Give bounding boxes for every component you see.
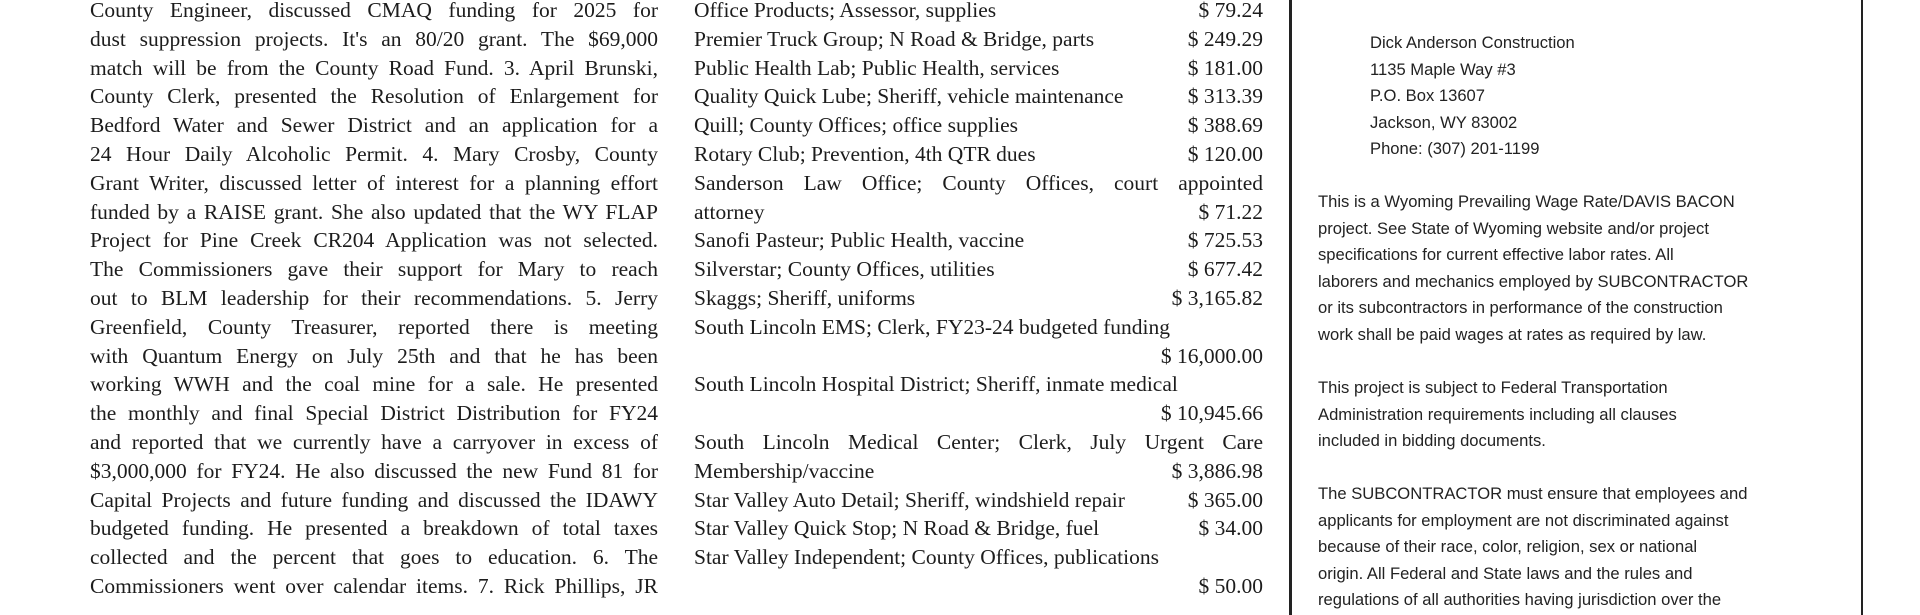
claim-row [694, 342, 1263, 371]
claim-description: attorney [694, 199, 765, 224]
claim-row [694, 514, 1263, 543]
text-line: regulations of all authorities having jurisdiction over the [1318, 590, 1722, 609]
text-line: 1135 Maple Way #3 [1370, 59, 1516, 79]
claim-description: South Lincoln Medical Center; Clerk, July Urgent Care [694, 429, 1263, 454]
text-line: $3,000,000 for FY24. He also discussed the new Fund 81 for [90, 458, 658, 483]
text-line: with Quantum Energy on July 25th and that he has been [90, 343, 658, 368]
text-line: Capital Projects and future funding and discussed the IDAWY [90, 487, 658, 512]
federal-requirements-paragraph [1318, 375, 1677, 455]
text-line: The SUBCONTRACTOR must ensure that employees and [1318, 484, 1748, 503]
claim-amount: $ 365.00 [1187, 487, 1263, 512]
claim-row [694, 226, 1263, 255]
text-line: collected and the percent that goes to education. 6. The [90, 545, 658, 570]
text-line: out to BLM leadership for their recommendations. 5. Jerry [90, 285, 658, 310]
claim-row [694, 169, 1263, 198]
text-line: origin. All Federal and State laws and the rules and [1318, 563, 1693, 583]
claim-description: Star Valley Independent; County Offices, publications [694, 545, 1159, 570]
text-line: or its subcontractors in performance of the construction [1318, 298, 1723, 317]
text-line: Phone: (307) 201-1199 [1370, 139, 1540, 158]
claim-row [694, 543, 1263, 572]
nondiscrimination-paragraph [1318, 481, 1747, 614]
claim-row [694, 111, 1263, 140]
claim-description: Membership/vaccine [694, 458, 875, 483]
claim-description: Rotary Club; Prevention, 4th QTR dues [694, 141, 1036, 166]
claim-row [694, 457, 1263, 486]
claim-description: Star Valley Auto Detail; Sheriff, windshield repair [694, 487, 1125, 512]
contractor-address [1370, 30, 1575, 163]
claim-amount: $ 79.24 [1198, 0, 1263, 22]
claim-description: Public Health Lab; Public Health, services [694, 55, 1060, 80]
claim-amount: $ 249.29 [1187, 26, 1263, 51]
text-line: Grant Writer, discussed letter of interest for a planning effort [90, 170, 658, 195]
claim-description: Sanderson Law Office; County Offices, court appointed [694, 170, 1263, 195]
text-line: The Commissioners gave their support for Mary to reach [90, 257, 658, 282]
claim-description: Premier Truck Group; N Road & Bridge, parts [694, 26, 1095, 51]
claim-row [694, 54, 1263, 83]
text-line: and reported that we currently have a carryover in excess of [90, 429, 658, 454]
text-line: specifications for current effective labor rates. All [1318, 245, 1674, 264]
claim-amount: $ 3,886.98 [1171, 458, 1263, 483]
legal-notice-box [1289, 0, 1863, 615]
text-line: work shall be paid wages at rates as required by law. [1318, 324, 1707, 344]
text-line: Administration requirements including all clauses [1318, 404, 1677, 424]
meeting-minutes-column [90, 0, 658, 601]
claim-row [694, 428, 1263, 457]
text-line: This project is subject to Federal Transportation [1318, 378, 1668, 397]
claim-description: Star Valley Quick Stop; N Road & Bridge, fuel [694, 516, 1100, 541]
claim-row [694, 255, 1263, 284]
text-line: County Engineer, discussed CMAQ funding for 2025 for [90, 0, 658, 22]
claim-row [694, 313, 1263, 342]
claim-row [694, 140, 1263, 169]
claim-row [694, 198, 1263, 227]
text-line: 24 Hour Daily Alcoholic Permit. 4. Mary Crosby, County [90, 141, 658, 166]
claim-amount: $ 71.22 [1198, 199, 1263, 224]
text-line: project. See State of Wyoming website and/or project [1318, 218, 1709, 238]
claim-row [694, 284, 1263, 313]
text-line: included in bidding documents. [1318, 431, 1546, 450]
text-line: This is a Wyoming Prevailing Wage Rate/DAVIS BACON [1318, 192, 1735, 211]
text-line: Dick Anderson Construction [1370, 33, 1575, 52]
text-line: laborers and mechanics employed by SUBCONTRACTOR [1318, 271, 1749, 291]
text-line: because of their race, color, religion, sex or national [1318, 537, 1698, 556]
text-line: County Clerk, presented the Resolution of Enlargement for [90, 84, 658, 109]
claim-description: Skaggs; Sheriff, uniforms [694, 285, 916, 310]
claim-row [694, 82, 1263, 111]
claim-row [694, 399, 1263, 428]
text-line: the monthly and final Special District Distribution for FY24 [90, 401, 658, 426]
text-line: Greenfield, County Treasurer, reported there is meeting [90, 314, 658, 339]
claim-amount: $ 120.00 [1187, 141, 1263, 166]
claim-description: Sanofi Pasteur; Public Health, vaccine [694, 228, 1025, 253]
text-line: applicants for employment are not discriminated against [1318, 510, 1729, 530]
claim-row [694, 370, 1263, 399]
claim-description: Quality Quick Lube; Sheriff, vehicle maintenance [694, 84, 1124, 109]
claims-list-column [694, 0, 1263, 601]
claim-description: South Lincoln Hospital District; Sheriff, inmate medical [694, 372, 1178, 397]
text-line: P.O. Box 13607 [1370, 86, 1486, 105]
claim-amount: $ 181.00 [1187, 55, 1263, 80]
claim-row [694, 486, 1263, 515]
text-line: funded by a RAISE grant. She also updated that the WY FLAP [90, 199, 658, 224]
claim-amount: $ 34.00 [1198, 516, 1263, 541]
claim-amount: $ 3,165.82 [1171, 285, 1263, 310]
text-line: dust suppression projects. It's an 80/20 grant. The $69,000 [90, 26, 658, 51]
claim-amount: $ 10,945.66 [1160, 401, 1263, 426]
claim-amount: $ 16,000.00 [1160, 343, 1263, 368]
claim-amount: $ 50.00 [1198, 573, 1263, 598]
prevailing-wage-paragraph [1318, 189, 1748, 348]
claim-description: South Lincoln EMS; Clerk, FY23-24 budgeted funding [694, 314, 1170, 339]
claim-amount: $ 388.69 [1187, 113, 1263, 138]
text-line: Project for Pine Creek CR204 Application was not selected. [90, 228, 658, 253]
claim-description: Silverstar; County Offices, utilities [694, 257, 995, 282]
claim-amount: $ 725.53 [1187, 228, 1263, 253]
claim-row [694, 572, 1263, 601]
text-line: working WWH and the coal mine for a sale. He presented [90, 372, 658, 397]
claim-amount: $ 313.39 [1187, 84, 1263, 109]
claim-row [694, 0, 1263, 25]
text-line: match will be from the County Road Fund. 3. April Brunski, [90, 55, 658, 80]
claim-amount: $ 677.42 [1187, 257, 1263, 282]
claim-description: Office Products; Assessor, supplies [694, 0, 997, 22]
claim-row [694, 25, 1263, 54]
text-line: Bedford Water and Sewer District and an application for a [90, 113, 658, 138]
text-line: Commissioners went over calendar items. 7. Rick Phillips, JR [90, 573, 658, 598]
text-line: Jackson, WY 83002 [1370, 112, 1518, 132]
claim-description: Quill; County Offices; office supplies [694, 113, 1019, 138]
text-line: budgeted funding. He presented a breakdown of total taxes [90, 516, 658, 541]
